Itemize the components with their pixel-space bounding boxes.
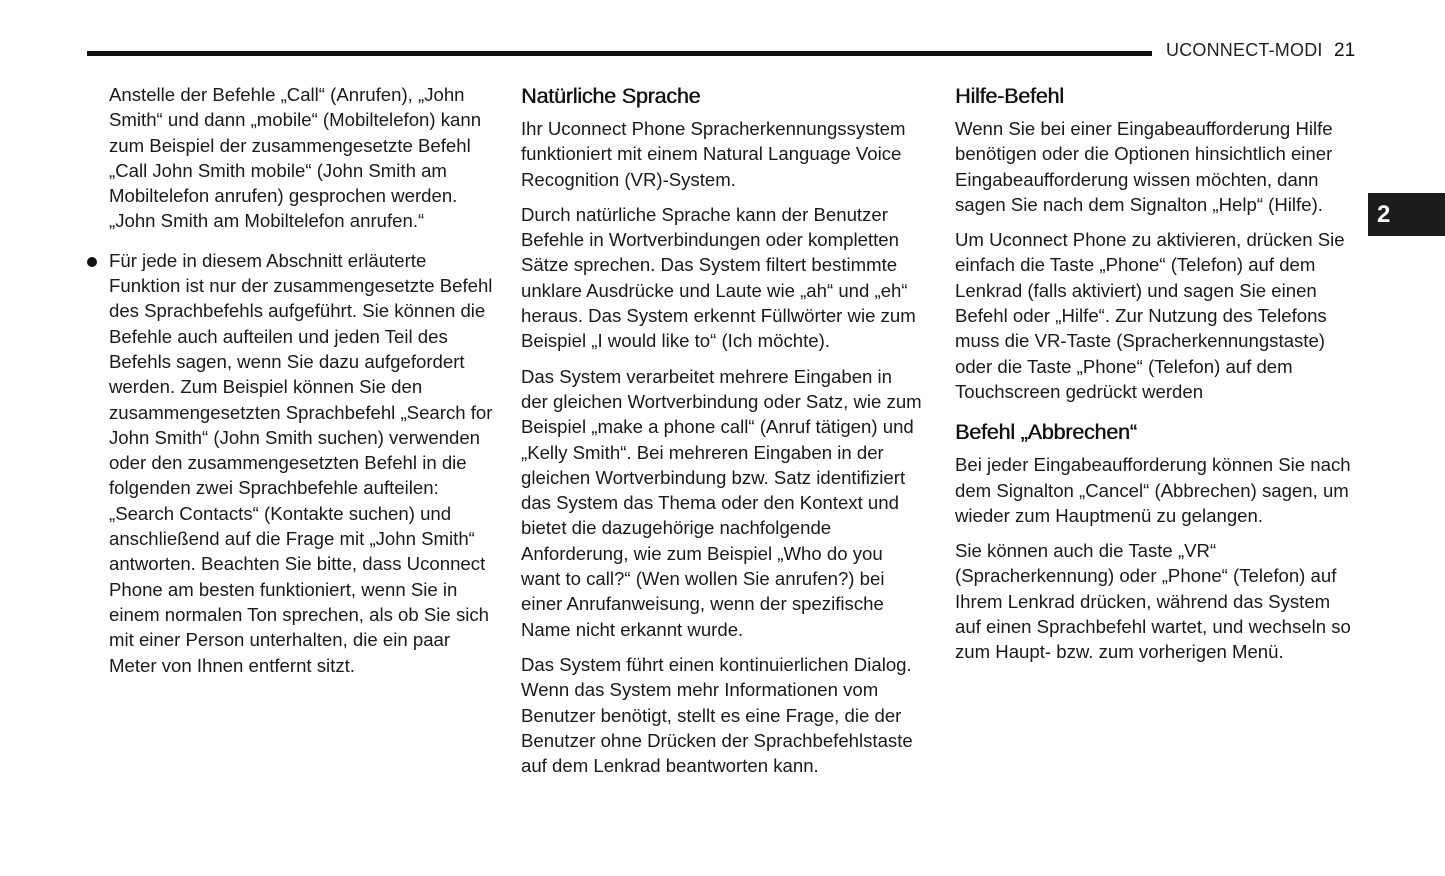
column-3 xyxy=(955,82,1360,675)
column-1 xyxy=(109,82,494,688)
paragraph: Um Uconnect Phone zu aktivieren, drücken Sie einfach die Taste „Phone“ (Telefon) auf dem Lenkrad (falls aktiviert) und sagen Sie einen Befehl oder „Hilfe“. Zur Nutzung des Telefons muss die VR-Taste (Spracherkennungstaste) oder die Taste „Phone“ (Telefon) auf dem Touchscreen gedrückt werden xyxy=(955,229,1345,402)
chapter-tab: 2 xyxy=(1368,193,1445,236)
bullet-icon xyxy=(87,257,97,267)
heading-natural-language: Natürliche Sprache xyxy=(521,84,701,108)
bullet-item xyxy=(109,248,494,678)
paragraph: Ihr Uconnect Phone Spracherkennungssystem funktioniert mit einem Natural Language Voice Recognition (VR)-System. xyxy=(521,118,906,190)
paragraph: Durch natürliche Sprache kann der Benutzer Befehle in Wortverbindungen oder kompletten Sätze sprechen. Das System filtert bestimmte unklare Ausdrücke und Laute wie „ah“ und „eh“ heraus. Das System erkennt Füllwörter wie zum Beispiel „I would like to“ (Ich möchte). xyxy=(521,203,916,352)
heading-help-command: Hilfe-Befehl xyxy=(955,84,1064,108)
paragraph: Das System führt einen kontinuierlichen Dialog. Wenn das System mehr Informationen vom Benutzer benötigt, stellt es eine Frage, die der Benutzer ohne Drücken der Sprachbefehlstaste auf dem Lenkrad beantworten kann. xyxy=(521,653,913,777)
paragraph: Sie können auch die Taste „VR“ (Spracherkennung) oder „Phone“ (Telefon) auf Ihrem Lenkrad drücken, während das System auf einen Sprachbefehl wartet, und wechseln so zum Haupt- bzw. zum vorherigen Menü. xyxy=(955,540,1351,663)
intro-paragraph: Anstelle der Befehle „Call“ (Anrufen), „John Smith“ und dann „mobile“ (Mobiltelefon) kann zum Beispiel der zusammengesetzte Befehl „Call John Smith mobile“ (John Smith am Mobiltelefon anrufen) gesprochen werden. „John Smith am Mobiltelefon anrufen.“ xyxy=(109,84,482,232)
paragraph: Bei jeder Eingabeaufforderung können Sie nach dem Signalton „Cancel“ (Abbrechen) sagen, um wieder zum Hauptmenü zu gelangen. xyxy=(955,454,1351,526)
paragraph: Wenn Sie bei einer Eingabeaufforderung Hilfe benötigen oder die Optionen hinsichtlich einer Eingabeaufforderung wissen möchten, dann sagen Sie nach dem Signalton „Help“ (Hilfe). xyxy=(955,118,1333,215)
paragraph: Das System verarbeitet mehrere Eingaben in der gleichen Wortverbindung oder Satz, wie zum Beispiel „make a phone call“ (Anruf tätigen) und „Kelly Smith“. Bei mehreren Eingaben in der gleichen Wortverbindung bzw. Satz identifiziert das System das Thema oder den Kontext und bietet die dazugehörige nachfolgende Anforderung, wie zum Beispiel „Who do you want to call?“ (Wen wollen Sie anrufen?) bei einer Anrufanweisung, wenn der spezifische Name nicht erkannt wurde. xyxy=(521,365,922,640)
running-header-title: UCONNECT-MODI xyxy=(1166,40,1323,60)
bullet-text: Für jede in diesem Abschnitt erläuterte Funktion ist nur der zusammengesetzte Befehl des Sprachbefehls aufgeführt. Sie können die Befehle auch aufteilen und jeden Teil des Befehls sagen, wenn Sie dazu aufgefordert werden. Zum Beispiel können Sie den zusammengesetzten Sprachbefehl „Search for John Smith“ (John Smith suchen) verwenden oder den zusammengesetzten Befehl in die folgenden zwei Sprachbefehle aufteilen: „Search Contacts“ (Kontakte suchen) und anschließend auf die Frage mit „John Smith“ antworten. Beachten Sie bitte, dass Uconnect Phone am besten funktioniert, wenn Sie in einem normalen Ton sprechen, als ob Sie sich mit einer Person unterhalten, die ein paar Meter von Ihnen entfernt sitzt. xyxy=(109,249,493,676)
header-rule xyxy=(87,51,1152,56)
page-number: 21 xyxy=(1334,40,1356,61)
column-2 xyxy=(521,82,923,788)
heading-cancel-command: Befehl „Abbrechen“ xyxy=(955,420,1137,445)
